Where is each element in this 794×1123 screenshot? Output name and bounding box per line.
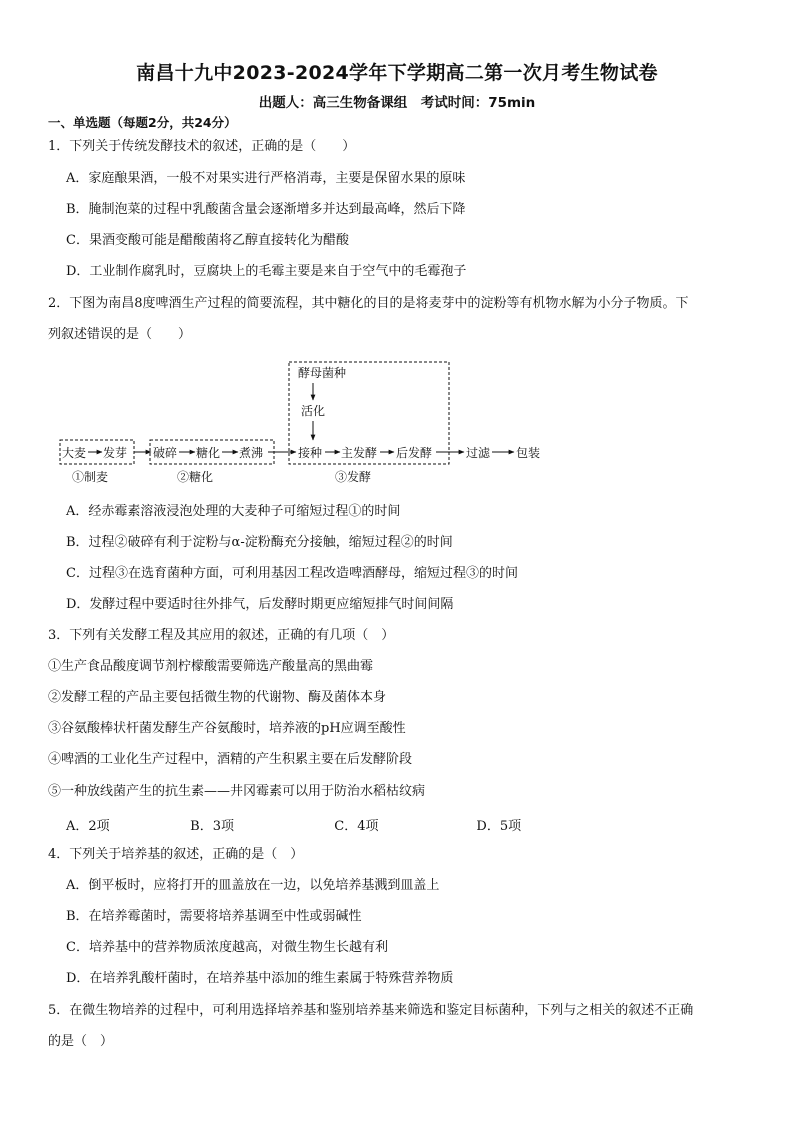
step-filter: 过滤 <box>466 446 491 460</box>
question-2-option-c: C．过程③在选育菌种方面，可利用基因工程改造啤酒酵母，缩短过程③的时间 <box>66 566 518 581</box>
stage-label-1: ①制麦 <box>72 470 109 484</box>
question-3-choice-d: D．5项 <box>476 819 522 834</box>
question-2-option-b: B．过程②破碎有利于淀粉与α-淀粉酶充分接触，缩短过程②的时间 <box>66 535 453 550</box>
question-3-choices <box>66 815 521 834</box>
question-4-option-c: C．培养基中的营养物质浓度越高，对微生物生长越有利 <box>66 940 388 955</box>
question-4-option-a: A．倒平板时，应将打开的皿盖放在一边，以免培养基溅到皿盖上 <box>66 878 440 893</box>
stage-label-2: ②糖化 <box>177 470 214 484</box>
question-3-stem: 3．下列有关发酵工程及其应用的叙述，正确的有几项（ ） <box>48 628 395 643</box>
step-sprout: 发芽 <box>103 446 128 460</box>
step-boil: 煮沸 <box>239 446 264 460</box>
question-2-option-d: D．发酵过程中要适时往外排气，后发酵时期更应缩短排气时间间隔 <box>66 597 454 612</box>
question-3-choice-c: C．4项 <box>334 819 379 834</box>
beer-process-diagram <box>56 358 556 488</box>
step-barley: 大麦 <box>62 446 87 460</box>
step-activate: 活化 <box>301 404 326 418</box>
step-crush: 破碎 <box>153 446 178 460</box>
question-5-stem-line2: 的是（ ） <box>48 1034 114 1049</box>
step-inoculate: 接种 <box>298 446 323 460</box>
question-3-item-1: ①生产食品酸度调节剂柠檬酸需要筛选产酸量高的黑曲霉 <box>48 659 374 674</box>
step-package: 包装 <box>516 446 541 460</box>
step-post-ferment: 后发酵 <box>396 446 433 460</box>
section-heading: 一、单选题（每题2分，共24分） <box>48 115 237 130</box>
question-1-option-a: A．家庭酿果酒，一般不对果实进行严格消毒，主要是保留水果的原味 <box>66 171 466 186</box>
question-5-stem-line1: 5．在微生物培养的过程中，可利用选择培养基和鉴别培养基来筛选和鉴定目标菌种，下列与之相关的叙述不正确 <box>48 1003 694 1018</box>
question-2-stem-line2: 列叙述错误的是（ ） <box>48 327 192 342</box>
question-2-option-a: A．经赤霉素溶液浸泡处理的大麦种子可缩短过程①的时间 <box>66 504 401 519</box>
question-1-stem: 1．下列关于传统发酵技术的叙述，正确的是（ ） <box>48 139 356 154</box>
question-3-choice-a: A．2项 <box>66 819 110 834</box>
question-4-option-b: B．在培养霉菌时，需要将培养基调至中性或弱碱性 <box>66 909 362 924</box>
exam-title: 南昌十九中2023-2024学年下学期高二第一次月考生物试卷 <box>136 62 658 84</box>
question-3-item-5: ⑤一种放线菌产生的抗生素——井冈霉素可以用于防治水稻枯纹病 <box>48 784 426 799</box>
question-4-option-d: D．在培养乳酸杆菌时，在培养基中添加的维生素属于特殊营养物质 <box>66 971 454 986</box>
question-3-item-3: ③谷氨酸棒状杆菌发酵生产谷氨酸时，培养液的pH应调至酸性 <box>48 721 406 736</box>
step-saccharify: 糖化 <box>196 446 221 460</box>
stage-label-3: ③发酵 <box>335 470 372 484</box>
question-1-option-d: D．工业制作腐乳时，豆腐块上的毛霉主要是来自于空气中的毛霉孢子 <box>66 264 467 279</box>
step-main-ferment: 主发酵 <box>341 446 378 460</box>
step-yeast: 酵母菌种 <box>298 366 347 380</box>
question-1-option-c: C．果酒变酸可能是醋酸菌将乙醇直接转化为醋酸 <box>66 233 349 248</box>
question-1-option-b: B．腌制泡菜的过程中乳酸菌含量会逐渐增多并达到最高峰，然后下降 <box>66 202 466 217</box>
question-2-stem-line1: 2．下图为南昌8度啤酒生产过程的简要流程，其中糖化的目的是将麦芽中的淀粉等有机物水解为小分子物质。下 <box>48 296 689 311</box>
exam-subtitle: 出题人：高三生物备课组 考试时间：75min <box>258 95 536 111</box>
question-4-stem: 4．下列关于培养基的叙述，正确的是（ ） <box>48 847 304 862</box>
question-3-item-2: ②发酵工程的产品主要包括微生物的代谢物、酶及菌体本身 <box>48 690 387 705</box>
question-3-choice-b: B．3项 <box>190 819 234 834</box>
question-3-item-4: ④啤酒的工业化生产过程中，酒精的产生积累主要在后发酵阶段 <box>48 752 413 767</box>
